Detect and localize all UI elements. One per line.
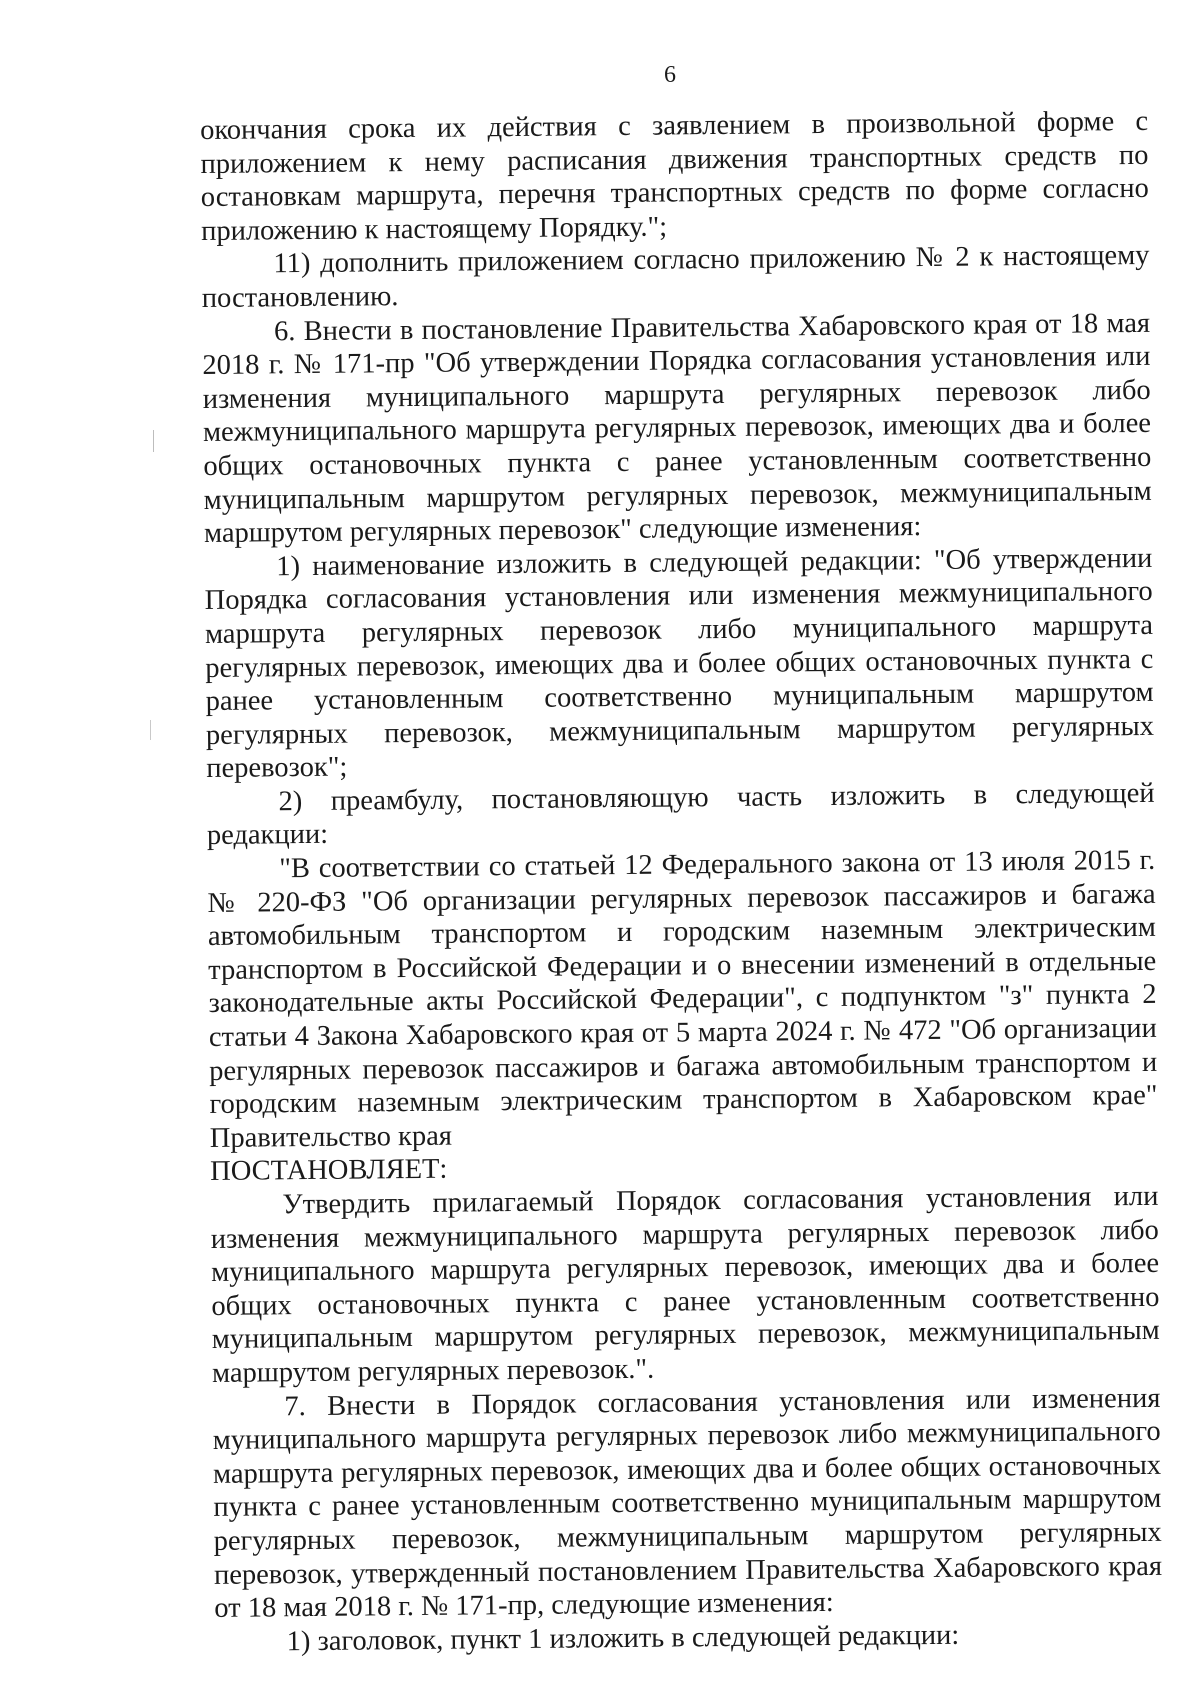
- paragraph: 1) заголовок, пункт 1 изложить в следующей редакции:: [286, 1619, 960, 1657]
- paragraph: 1) наименование изложить в следующей редакции: "Об утверждении Порядка согласования установления или изменения межмуниципального маршрута регулярных перевозок либо муниципального маршрута регулярных перевозок, имеющих два и более общих остановочных пункта с ранее установленным соответственно муниципальным маршрутом регулярных перевозок, межмуниципальным маршрутом регулярных перевозок";: [204, 542, 1155, 785]
- scan-artifact: [150, 720, 151, 740]
- paragraph: 2) преамбулу, постановляющую часть изложить в следующей редакции:: [206, 777, 1155, 852]
- paragraph: Утвердить прилагаемый Порядок согласования установления или изменения межмуниципального маршрута регулярных перевозок либо муниципального маршрута регулярных перевозок, имеющих два и более общих остановочных пункта с ранее установленным соответственно муниципальным маршрутом регулярных перевозок, межмуниципальным маршрутом регулярных перевозок.".: [210, 1180, 1160, 1389]
- resolution-heading: ПОСТАНОВЛЯЕТ:: [210, 1154, 448, 1188]
- paragraph: 6. Внести в постановление Правительства Хабаровского края от 18 мая 2018 г. № 171-пр "Об утверждении Порядка согласования установления или изменения муниципального маршрута регулярных перевозок либо межмуниципального маршрута регулярных перевозок, имеющих два и более общих остановочных пункта с ранее установленным соответственно муниципальным маршрутом регулярных перевозок, межмуниципальным маршрутом регулярных перевозок" следующие изменения:: [202, 307, 1152, 550]
- scan-artifact: [153, 430, 154, 452]
- document-body: [200, 105, 1163, 1659]
- paragraph: окончания срока их действия с заявлением в произвольной форме с приложением к нему расписания движения транспортных средств по остановкам маршрута, перечня транспортных средств по форме согласно приложению к настоящему Порядку.";: [200, 105, 1149, 247]
- paragraph: 11) дополнить приложением согласно приложению № 2 к настоящему постановлению.: [201, 240, 1150, 314]
- paragraph: "В соответствии со статьей 12 Федерального закона от 13 июля 2015 г. № 220-ФЗ "Об организации регулярных перевозок пассажиров и багажа автомобильным транспортом и городским наземным электрическим транспортом в Российской Федерации и о внесении изменений в отдельные законодательные акты Российской Федерации", с подпунктом "з" пункта 2 статьи 4 Закона Хабаровского края от 5 марта 2024 г. № 472 "Об организации регулярных перевозок пассажиров и багажа автомобильным транспортом и городским наземным электрическим транспортом в Хабаровском крае" Правительство края: [207, 844, 1158, 1154]
- page-number: 6: [664, 62, 676, 88]
- paragraph: 7. Внести в Порядок согласования установления или изменения муниципального маршрута регулярных перевозок либо межмуниципального маршрута регулярных перевозок, имеющих два и более общих остановочных пункта с ранее установленным соответственно муниципальным маршрутом регулярных перевозок, межмуниципальным маршрутом регулярных перевозок, утвержденный постановлением Правительства Хабаровского края от 18 мая 2018 г. № 171-пр, следующие изменения:: [212, 1382, 1163, 1625]
